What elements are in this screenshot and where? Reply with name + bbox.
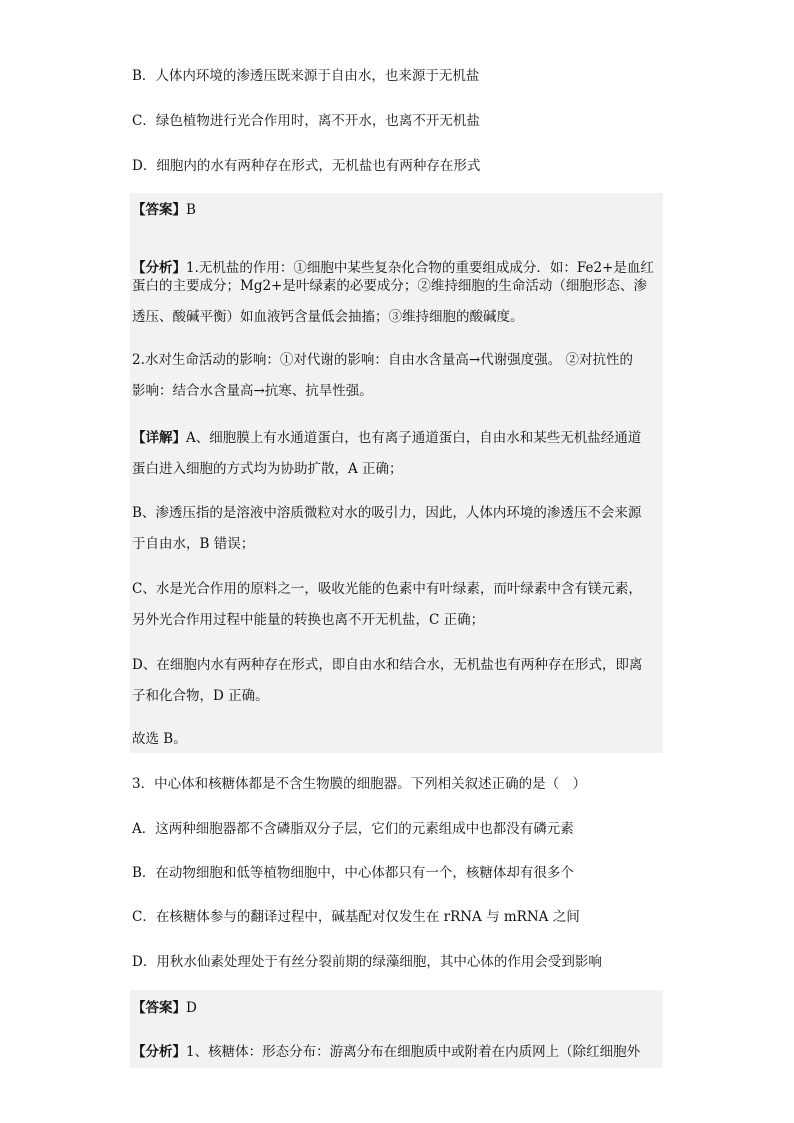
detail-tag: 【详解】 (132, 430, 186, 446)
analysis-text: 1.无机盐的作用：①细胞中某些复杂化合物的重要组成成分．如：Fe2+是血红 (186, 260, 654, 276)
analysis-line-5: 影响：结合水含量高→抗寒、抗旱性强。 (132, 383, 373, 399)
q3-analysis-tag: 【分析】 (132, 1044, 186, 1060)
answer-value: B (186, 202, 196, 218)
detail-line-c1: C、水是光合作用的原料之一，吸收光能的色素中有叶绿素，而叶绿素中含有镁元素， (132, 581, 642, 597)
answer-line (132, 193, 664, 227)
q3-option-d: D．用秋水仙素处理处于有丝分裂前期的绿藻细胞，其中心体的作用会受到影响 (132, 954, 602, 970)
answer-tag: 【答案】 (132, 202, 186, 218)
q3-option-a: A．这两种细胞器都不含磷脂双分子层，它们的元素组成中也都没有磷元素 (132, 821, 574, 837)
analysis-line-3: 透压、酸碱平衡）如血液钙含量低会抽搐；③维持细胞的酸碱度。 (132, 309, 524, 325)
detail-line-c2: 另外光合作用过程中能量的转换也离不开无机盐，C 正确； (132, 612, 485, 628)
q3-answer-line (132, 991, 664, 1025)
detail-line-a2: 蛋白进入细胞的方式均为协助扩散，A 正确； (132, 461, 403, 477)
detail-line-d1: D、在细胞内水有两种存在形式，即自由水和结合水，无机盐也有两种存在形式，即离 (132, 657, 643, 673)
detail-line-b1: B、渗透压指的是溶液中溶质微粒对水的吸引力，因此，人体内环境的渗透压不会来源 (132, 505, 642, 521)
analysis-line-2: 蛋白的主要成分；Mg2+是叶绿素的必要成分；②维持细胞的生命活动（细胞形态、渗 (132, 278, 647, 294)
q3-analysis-line-1 (132, 1035, 664, 1069)
option-d: D．细胞内的水有两种存在形式，无机盐也有两种存在形式 (132, 158, 481, 174)
q3-option-b: B．在动物细胞和低等植物细胞中，中心体都只有一个，核糖体却有很多个 (132, 865, 574, 881)
q3-analysis-text: 1、核糖体：形态分布：游离分布在细胞质中或附着在内质网上（除红细胞外 (186, 1044, 641, 1060)
detail-text: A、细胞膜上有水通道蛋白，也有离子通道蛋白，自由水和某些无机盐经通道 (186, 430, 642, 446)
option-b: B．人体内环境的渗透压既来源于自由水，也来源于无机盐 (132, 68, 480, 84)
analysis-tag: 【分析】 (132, 260, 186, 276)
q3-answer-tag: 【答案】 (132, 1000, 186, 1016)
analysis-line-4: 2.水对生命活动的影响：①对代谢的影响：自由水含量高→代谢强度强。 ②对抗性的 (132, 352, 633, 368)
detail-line-b2: 于自由水，B 错误； (132, 536, 255, 552)
option-c: C．绿色植物进行光合作用时，离不开水，也离不开无机盐 (132, 113, 480, 129)
detail-conclusion: 故选 B。 (132, 731, 187, 747)
detail-line-d2: 子和化合物，D 正确。 (132, 688, 269, 704)
detail-line-a1 (132, 421, 664, 455)
q3-option-c: C．在核糖体参与的翻译过程中，碱基配对仅发生在 rRNA 与 mRNA 之间 (132, 909, 580, 925)
q3-answer-value: D (186, 1000, 197, 1016)
q3-stem: 3．中心体和核糖体都是不含生物膜的细胞器。下列相关叙述正确的是（ ） (132, 776, 587, 792)
